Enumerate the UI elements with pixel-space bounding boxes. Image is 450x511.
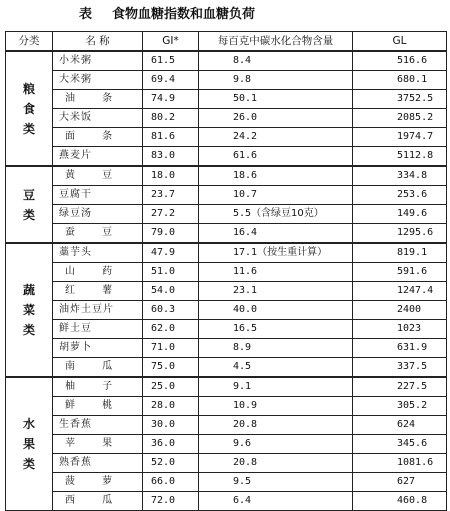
gi-value: 61.5	[143, 51, 199, 71]
table-row	[6, 147, 447, 167]
carb-cell	[199, 90, 353, 109]
carb-value: 9.6	[233, 438, 252, 449]
gi-value: 62.0	[143, 320, 199, 339]
table-row	[6, 358, 447, 378]
gi-value: 81.6	[143, 128, 199, 147]
food-name: 小米粥	[53, 51, 143, 71]
food-name: 豆腐干	[53, 186, 143, 205]
carb-value: 9.5	[233, 476, 252, 487]
carb-value: 18.6	[233, 170, 258, 181]
table-row	[6, 243, 447, 263]
carb-value: 5.5	[233, 208, 252, 219]
carb-cell	[199, 492, 353, 511]
gi-value: 71.0	[143, 339, 199, 358]
food-name: 熟香蕉	[53, 454, 143, 473]
table-row	[6, 166, 447, 186]
carb-cell	[199, 377, 353, 397]
gl-value: 334.8	[353, 166, 447, 186]
gl-value: 305.2	[353, 397, 447, 416]
carb-value: 4.5	[233, 361, 252, 372]
gi-value: 52.0	[143, 454, 199, 473]
gl-value: 2085.2	[353, 109, 447, 128]
gi-value: 18.0	[143, 166, 199, 186]
table-row	[6, 109, 447, 128]
carb-cell	[199, 301, 353, 320]
table-row	[6, 397, 447, 416]
gi-table	[5, 31, 447, 511]
carb-value: 10.7	[233, 189, 258, 200]
table-row	[6, 51, 447, 71]
food-name: 油 条	[53, 90, 143, 109]
gl-value: 149.6	[353, 205, 447, 224]
food-name: 燕麦片	[53, 147, 143, 167]
document-title	[0, 4, 450, 26]
gl-value: 624	[353, 416, 447, 435]
gi-value: 60.3	[143, 301, 199, 320]
carb-value: 26.0	[233, 112, 258, 123]
food-name: 柚 子	[53, 377, 143, 397]
table-row	[6, 473, 447, 492]
table-row	[6, 301, 447, 320]
gi-value: 47.9	[143, 243, 199, 263]
category-label: 豆类	[22, 187, 35, 222]
gi-value: 74.9	[143, 90, 199, 109]
table-row	[6, 205, 447, 224]
gl-value: 1023	[353, 320, 447, 339]
carb-cell	[199, 147, 353, 167]
carb-cell	[199, 263, 353, 282]
header-gl: GL	[353, 32, 447, 52]
gl-value: 1295.6	[353, 224, 447, 244]
food-name: 鲜 桃	[53, 397, 143, 416]
gi-value: 28.0	[143, 397, 199, 416]
table-row	[6, 90, 447, 109]
carb-cell	[199, 128, 353, 147]
food-name: 菠 萝	[53, 473, 143, 492]
food-name: 绿豆汤	[53, 205, 143, 224]
carb-value: 11.6	[233, 266, 258, 277]
gi-value: 27.2	[143, 205, 199, 224]
gl-value: 1081.6	[353, 454, 447, 473]
gl-value: 337.5	[353, 358, 447, 378]
carb-note: （含绿豆10克）	[251, 208, 324, 219]
gi-value: 75.0	[143, 358, 199, 378]
carb-value: 50.1	[233, 93, 258, 104]
carb-value: 6.4	[233, 495, 252, 506]
carb-cell	[199, 454, 353, 473]
carb-value: 40.0	[233, 304, 258, 315]
carb-value: 9.8	[233, 74, 252, 85]
table-row	[6, 128, 447, 147]
carb-cell	[199, 416, 353, 435]
carb-value: 20.8	[233, 419, 258, 430]
table-row	[6, 435, 447, 454]
carb-value: 16.4	[233, 227, 258, 238]
food-name: 西 瓜	[53, 492, 143, 511]
carb-value: 23.1	[233, 285, 258, 296]
carb-cell	[199, 166, 353, 186]
carb-cell	[199, 51, 353, 71]
carb-cell	[199, 186, 353, 205]
header-name: 名 称	[53, 32, 143, 52]
gi-value: 72.0	[143, 492, 199, 511]
gl-value: 253.6	[353, 186, 447, 205]
carb-value: 61.6	[233, 150, 258, 161]
category-label: 蔬菜类	[22, 283, 35, 337]
gi-value: 83.0	[143, 147, 199, 167]
table-row	[6, 492, 447, 511]
carb-cell	[199, 320, 353, 339]
category-cell	[6, 166, 53, 243]
food-name: 鲜土豆	[53, 320, 143, 339]
gl-value: 5112.8	[353, 147, 447, 167]
food-name: 生香蕉	[53, 416, 143, 435]
table-row	[6, 320, 447, 339]
table-row	[6, 454, 447, 473]
carb-value: 16.5	[233, 323, 258, 334]
food-name: 油炸土豆片	[53, 301, 143, 320]
food-name: 大米粥	[53, 71, 143, 90]
carb-cell	[199, 339, 353, 358]
header-category: 分类	[6, 32, 53, 52]
category-cell	[6, 243, 53, 377]
gl-value: 1974.7	[353, 128, 447, 147]
gl-value: 2400	[353, 301, 447, 320]
table-row	[6, 377, 447, 397]
table-row	[6, 339, 447, 358]
gl-value: 345.6	[353, 435, 447, 454]
carb-cell	[199, 71, 353, 90]
carb-value: 24.2	[233, 131, 258, 142]
food-name: 面 条	[53, 128, 143, 147]
carb-value: 8.9	[233, 342, 252, 353]
title-text: 食物血糖指数和血糖负荷	[112, 7, 256, 22]
gi-value: 66.0	[143, 473, 199, 492]
food-name: 胡萝卜	[53, 339, 143, 358]
food-name: 大米饭	[53, 109, 143, 128]
gi-value: 79.0	[143, 224, 199, 244]
gi-value: 54.0	[143, 282, 199, 301]
food-name: 蚕 豆	[53, 224, 143, 244]
gl-value: 819.1	[353, 243, 447, 263]
gi-value: 80.2	[143, 109, 199, 128]
gi-value: 25.0	[143, 377, 199, 397]
category-label: 粮食类	[22, 81, 35, 136]
carb-cell	[199, 435, 353, 454]
gi-value: 69.4	[143, 71, 199, 90]
gl-value: 1247.4	[353, 282, 447, 301]
food-name: 藁芋头	[53, 243, 143, 263]
header-row	[6, 32, 447, 52]
header-gi: GI*	[143, 32, 199, 52]
gl-value: 591.6	[353, 263, 447, 282]
carb-cell	[199, 243, 353, 263]
gl-value: 680.1	[353, 71, 447, 90]
gl-value: 227.5	[353, 377, 447, 397]
carb-cell	[199, 224, 353, 244]
table-body	[6, 51, 447, 511]
table-row	[6, 71, 447, 90]
carb-value: 8.4	[233, 55, 252, 66]
food-name: 山 药	[53, 263, 143, 282]
carb-cell	[199, 397, 353, 416]
food-name: 红 薯	[53, 282, 143, 301]
food-name: 苹 果	[53, 435, 143, 454]
header-carb: 每百克中碳水化合物含量	[199, 32, 353, 52]
gl-value: 516.6	[353, 51, 447, 71]
carb-value: 20.8	[233, 457, 258, 468]
carb-cell	[199, 282, 353, 301]
gl-value: 3752.5	[353, 90, 447, 109]
gi-value: 51.0	[143, 263, 199, 282]
table-row	[6, 416, 447, 435]
category-label: 水果类	[22, 417, 35, 471]
food-name: 南 瓜	[53, 358, 143, 378]
carb-value: 17.1	[233, 247, 258, 258]
category-cell	[6, 51, 53, 166]
gl-value: 631.9	[353, 339, 447, 358]
table-row	[6, 282, 447, 301]
carb-value: 10.9	[233, 400, 258, 411]
carb-value: 9.1	[233, 381, 252, 392]
gl-value: 627	[353, 473, 447, 492]
food-name: 黄 豆	[53, 166, 143, 186]
carb-cell	[199, 205, 353, 224]
gi-value: 23.7	[143, 186, 199, 205]
table-row	[6, 263, 447, 282]
gi-value: 36.0	[143, 435, 199, 454]
carb-cell	[199, 109, 353, 128]
gl-value: 460.8	[353, 492, 447, 511]
carb-note: （按生重计算）	[257, 247, 328, 258]
category-cell	[6, 377, 53, 511]
gi-value: 30.0	[143, 416, 199, 435]
carb-cell	[199, 473, 353, 492]
title-label: 表	[79, 7, 93, 22]
table-row	[6, 224, 447, 244]
carb-cell	[199, 358, 353, 378]
table-row	[6, 186, 447, 205]
